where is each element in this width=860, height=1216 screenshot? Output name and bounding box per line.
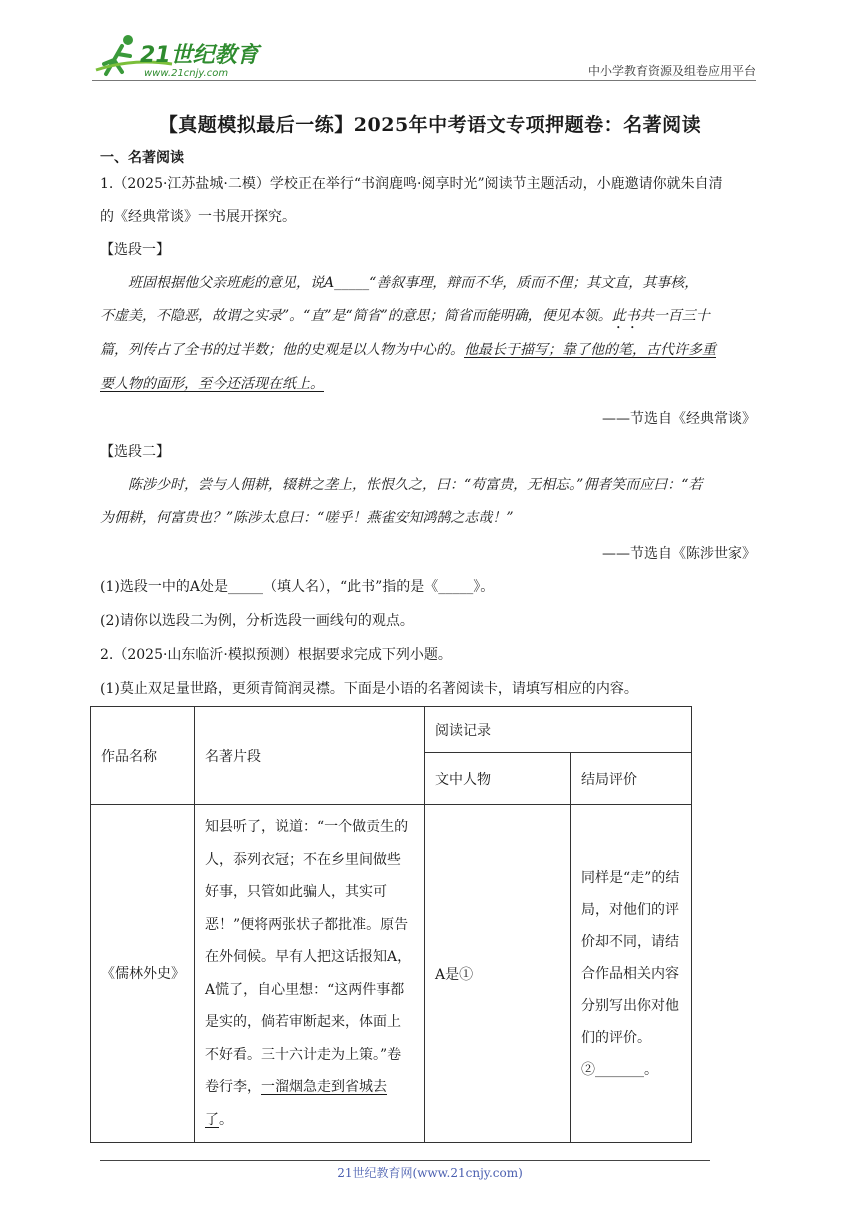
section-heading: 一、名著阅读 xyxy=(100,150,184,166)
header-character: 文中人物 xyxy=(425,753,571,805)
cell-character: A是① xyxy=(425,805,571,1143)
excerpt1-line4 xyxy=(100,374,756,394)
q1-sub2: (2)请你以选段二为例，分析选段一画线句的观点。 xyxy=(100,613,414,629)
excerpt2-line1: 陈涉少时，尝与人佣耕，辍耕之垄上，怅恨久之，曰：“苟富贵，无相忘。”佣者笑而应曰：“若 xyxy=(128,477,703,493)
q2-stem: 2.（2025·山东临沂·模拟预测）根据要求完成下列小题。 xyxy=(100,647,452,663)
underlined-sentence-end: 要人物的面形，至今还活现在纸上。 xyxy=(100,376,324,392)
excerpt1-line2: 不虚美，不隐恶，故谓之实录”。“直”是“简省”的意思；简省而能明确，便见本领。此书共一百三十 xyxy=(100,308,710,324)
underlined-sentence: 他最长于描写；靠了他的笔，古代许多重 xyxy=(464,342,716,358)
header-divider xyxy=(92,80,756,81)
footer-divider xyxy=(100,1160,710,1161)
platform-name: 中小学教育资源及组卷应用平台 xyxy=(587,64,756,78)
logo-text: 21世纪教育 xyxy=(140,43,259,68)
logo-url: www.21cnjy.com xyxy=(144,68,229,79)
excerpt1-line1: 班固根据他父亲班彪的意见，说A_____“善叙事理，辩而不华，质而不俚；其文直，其事核， xyxy=(128,275,699,291)
footer-text: 21世纪教育网(www.21cnjy.com) xyxy=(337,1166,523,1180)
cell-evaluation: 同样是“走”的结局，对他们的评价却不同，请结合作品相关内容分别写出你对他们的评价。②_______。 xyxy=(571,805,692,1143)
q1-sub1: (1)选段一中的A处是_____（填人名），“此书”指的是《_____》。 xyxy=(100,579,495,595)
underlined-phrase: 一溜烟急走到省城去了 xyxy=(205,1079,387,1128)
q1-stem-line1: 1.（2025·江苏盐城·二模）学校正在举行“书润鹿鸣·阅享时光”阅读节主题活动，小鹿邀请你就朱自清 xyxy=(100,176,723,192)
excerpt2-label: 【选段二】 xyxy=(100,444,170,460)
site-logo xyxy=(92,30,262,82)
page-title: 【真题模拟最后一练】2025年中考语文专项押题卷：名著阅读 xyxy=(158,114,702,136)
cell-passage: 知县听了，说道：“一个做贡生的人，忝列衣冠；不在乡里间做些好事，只管如此骗人，其实可恶！”便将两张状子都批准。原告在外伺候。早有人把这话报知A，A慌了，自心里想：“这两件事都是实的，倘若审断起来，体面上不好看。三十六计走为上策。”卷卷行李，一溜烟急走到省城去了。 xyxy=(195,805,425,1143)
reading-card-table xyxy=(90,706,692,1143)
header-record: 阅读记录 xyxy=(425,707,692,753)
excerpt1-source: ——节选自《经典常谈》 xyxy=(602,411,756,427)
header-passage: 名著片段 xyxy=(195,707,425,805)
cell-work: 《儒林外史》 xyxy=(91,805,195,1143)
excerpt1-line3: 篇，列传占了全书的过半数；他的史观是以人物为中心的。他最长于描写；靠了他的笔，古代许多重 xyxy=(100,342,716,358)
header-work: 作品名称 xyxy=(91,707,195,805)
q2-sub1: (1)莫止双足量世路，更须青简润灵襟。下面是小语的名著阅读卡，请填写相应的内容。 xyxy=(100,681,638,697)
emphasized-text: 此书 xyxy=(611,308,640,324)
excerpt2-line2: 为佣耕，何富贵也？”陈涉太息曰：“嗟乎！燕雀安知鸿鹄之志哉！” xyxy=(100,510,514,526)
excerpt2-source: ——节选自《陈涉世家》 xyxy=(602,546,756,562)
q1-stem-line2: 的《经典常谈》一书展开探究。 xyxy=(100,209,296,225)
header-evaluation: 结局评价 xyxy=(571,753,692,805)
excerpt1-label: 【选段一】 xyxy=(100,242,170,258)
